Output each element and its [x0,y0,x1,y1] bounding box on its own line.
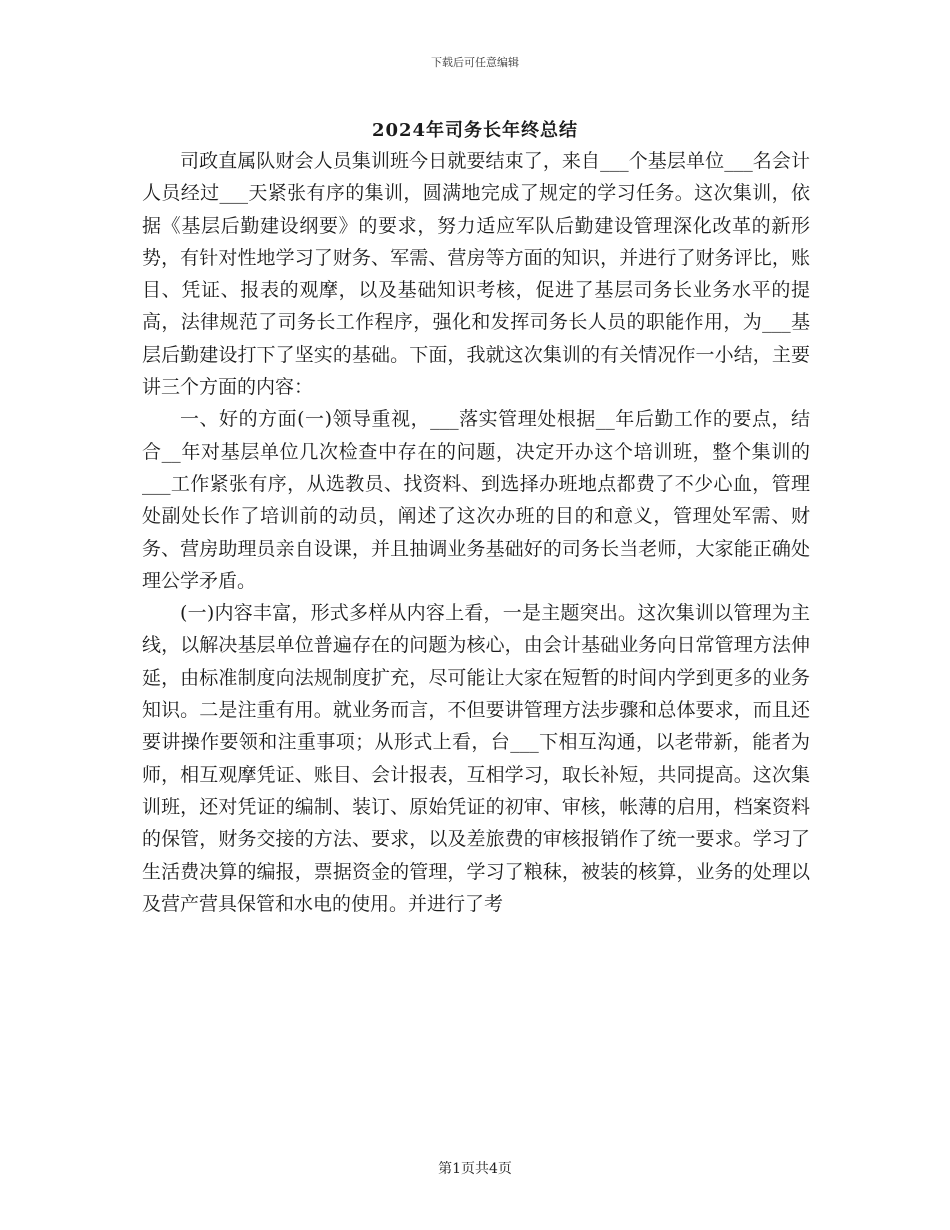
page-number: 第1页共4页 [438,1161,512,1177]
page-header-note: 下载后可任意编辑 [431,56,519,69]
document-body [142,145,810,920]
document-title: 2024年司务长年终总结 [371,120,579,141]
paragraph-intro: 司政直属队财会人员集训班今日就要结束了，来自___个基层单位___名会计人员经过___天紧张有序的集训，圆满地完成了规定的学习任务。这次集训，依据《基层后勤建设纲要》的要求，努力适应军队后勤建设管理深化改革的新形势，有针对性地学习了财务、军需、营房等方面的知识，并进行了财务评比，账目、凭证、报表的观摩，以及基础知识考核，促进了基层司务长业务水平的提高，法律规范了司务长工作程序，强化和发挥司务长人员的职能作用，为___基层后勤建设打下了坚实的基础。下面，我就这次集训的有关情况作一小结，主要讲三个方面的内容： [142,150,810,399]
paragraph-good-aspects: 一、好的方面(一)领导重视，___落实管理处根据__年后勤工作的要点，结合__年对基层单位几次检查中存在的问题，决定开办这个培训班，整个集训的___工作紧张有序，从选教员、找资料、到选择办班地点都费了不少心血，管理处副处长作了培训前的动员，阐述了这次办班的目的和意义，管理处军需、财务、营房助理员亲自设课，并且抽调业务基础好的司务长当老师，大家能正确处理公学矛盾。 [142,408,810,592]
paragraph-content-form: (一)内容丰富，形式多样从内容上看，一是主题突出。这次集训以管理为主线，以解决基层单位普遍存在的问题为核心，由会计基础业务向日常管理方法伸延，由标准制度向法规制度扩充，尽可能让大家在短暂的时间内学到更多的业务知识。二是注重有用。就业务而言，不但要讲管理方法步骤和总体要求，而且还要讲操作要领和注重事项；从形式上看，台___下相互沟通，以老带新，能者为师，相互观摩凭证、账目、会计报表，互相学习，取长补短，共同提高。这次集训班，还对凭证的编制、装订、原始凭证的初审、审核，帐薄的启用，档案资料的保管，财务交接的方法、要求，以及差旅费的审核报销作了统一要求。学习了生活费决算的编报，票据资金的管理，学习了粮秣，被装的核算，业务的处理以及营产营具保管和水电的使用。并进行了考 [142,602,810,915]
